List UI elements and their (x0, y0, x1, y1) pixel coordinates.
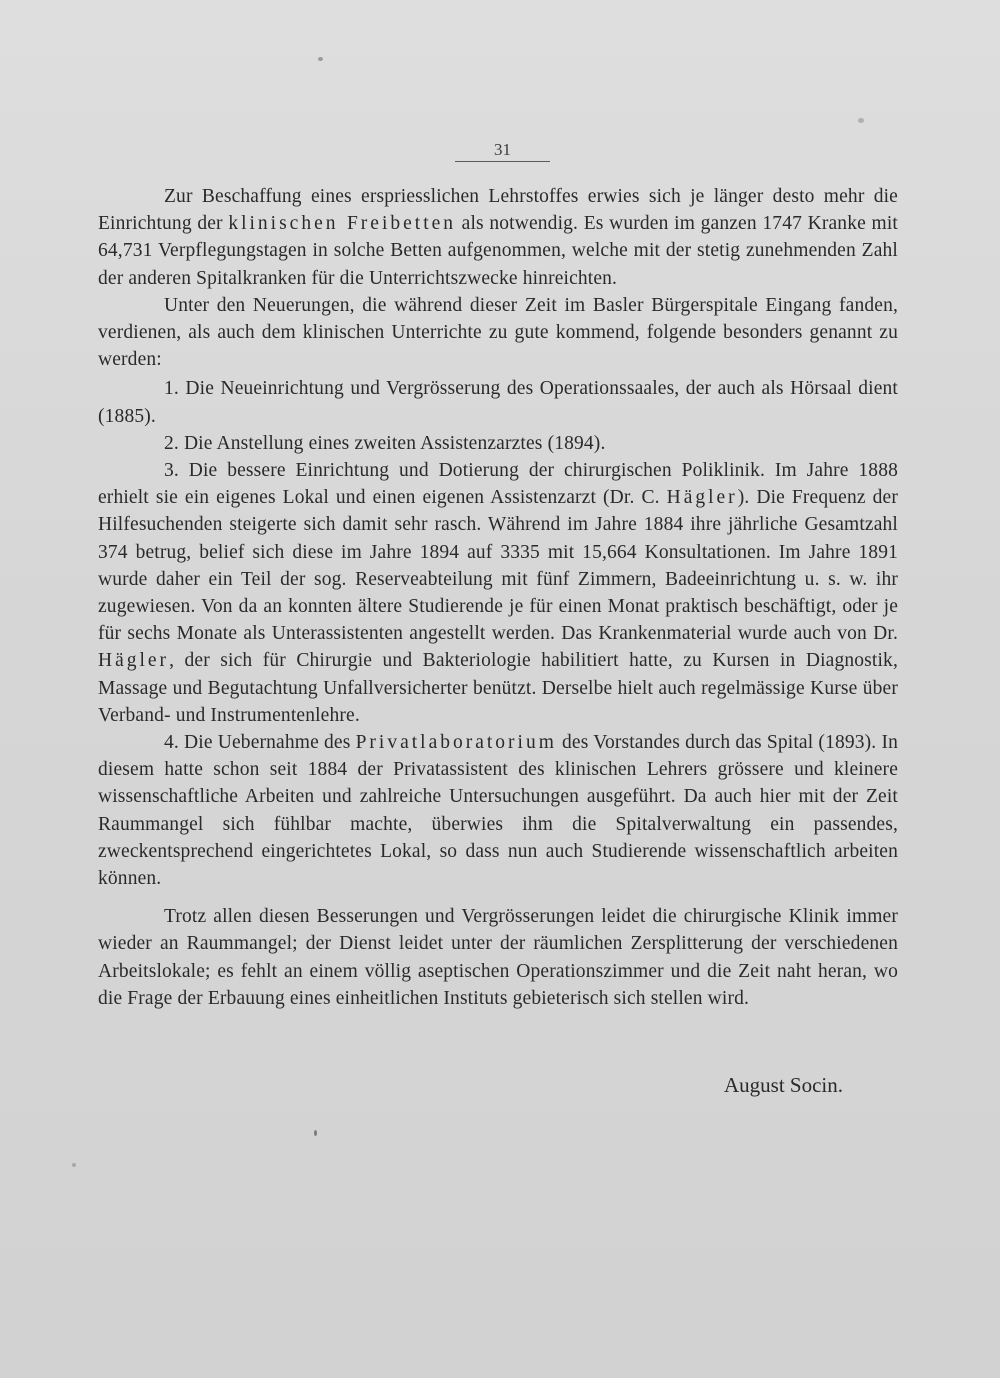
paragraph-1-text-b: als notwendig. Es wurden im ganzen 1747 Kranke mit 64,731 Verpflegungstagen in solche Betten aufgenommen, welche mit der stetig zunehmenden Zahl der anderen Spitalkranken für die Unterrichtszwecke hinreichten. (98, 213, 898, 289)
list-item-3-text-b: ). Die Frequenz der Hilfesuchenden steigerte sich damit sehr rasch. Während im Jahre 1884 ihre jährliche Gesamtzahl 374 betrug, belief sich diese im Jahre 1894 auf 3335 mit 15,664 Konsultationen. Im Jahre 1891 wurde daher ein Teil der sog. Reserveabteilung mit fünf Zimmern, Badeeinrichtung u. s. w. ihr zugewiesen. Von da an konnten ältere Studierende je für einen Monat praktisch beschäftigt, oder je für sechs Monate als Unterassistenten angestellt werden. Das Krankenmaterial wurde auch von Dr. (98, 487, 899, 645)
list-item-3-text-c: , der sich für Chirurgie und Bakteriologie habilitiert hatte, zu Kursen in Diagnostik, Massage und Begutachtung Unfallversicherter benützt. Derselbe hielt auch regelmässige Kurse über Verband- und Instrumentenlehre. (98, 650, 898, 726)
scan-speck (318, 57, 323, 61)
page-number-rule (455, 161, 550, 162)
paragraph-3: Trotz allen diesen Besserungen und Vergrösserungen leidet die chirurgische Klinik immer wieder an Raummangel; der Dienst leidet unter der räumlichen Zersplitterung der verschiedenen Arbeitslokale; es fehlt an einem völlig aseptischen Operationszimmer und die Zeit naht heran, wo die Frage der Erbauung eines einheitlichen Instituts gebieterisch sich stellen wird. (98, 906, 898, 1009)
list-item-3-text-a: 3. Die bessere Einrichtung und Dotierung der chirurgischen Poliklinik. Im Jahre 1888 erhielt sie ein eigenes Lokal und einen eigenen Assistenzarzt (Dr. C. (98, 460, 898, 509)
list-item-4-text-a: 4. Die Uebernahme des (164, 732, 356, 754)
list-item-4-spaced-term: Privatlaboratorium (355, 732, 557, 754)
paragraph-1-text-a: Zur Beschaffung eines erspriesslichen Lehrstoffes erwies sich je länger desto mehr die Einrichtung der (98, 186, 898, 235)
page-number: 31 (494, 140, 511, 159)
body-text (98, 183, 898, 1012)
spacer (98, 892, 898, 903)
list-item-3 (98, 457, 898, 729)
scan-speck (858, 118, 864, 123)
scan-speck (72, 1163, 76, 1167)
list-item-2: 2. Die Anstellung eines zweiten Assistenzarztes (1894). (164, 432, 606, 454)
paragraph-1 (98, 183, 898, 292)
paragraph-1-spaced-term: klinischen Freibetten (228, 213, 457, 235)
list-item-3-spaced-name-1: Hägler (666, 487, 738, 509)
scan-speck (314, 1130, 317, 1136)
list-item-1: 1. Die Neueinrichtung und Vergrösserung des Operationssaales, der auch als Hörsaal dient (1885). (98, 378, 898, 427)
paragraph-2: Unter den Neuerungen, die während dieser Zeit im Basler Bürgerspitale Eingang fanden, verdienen, als auch dem klinischen Unterrichte zu gute kommend, folgende besonders genannt zu werden: (98, 294, 898, 371)
author-signature: August Socin. (724, 1073, 844, 1097)
list-item-4-text-b: des Vorstandes durch das Spital (1893). In diesem hatte schon seit 1884 der Privatassistent des klinischen Lehrers grössere und kleinere wissenschaftliche Arbeiten und zahlreiche Untersuchungen ausgeführt. Da auch hier mit der Zeit Raummangel sich fühlbar machte, überwies ihm die Spitalverwaltung ein passendes, zweckentsprechend eingerichtetes Lokal, so dass nun auch Studierende wissenschaftlich arbeiten können. (98, 732, 899, 890)
list-item-4 (98, 729, 898, 892)
list-item-3-spaced-name-2: Hägler (98, 650, 170, 672)
